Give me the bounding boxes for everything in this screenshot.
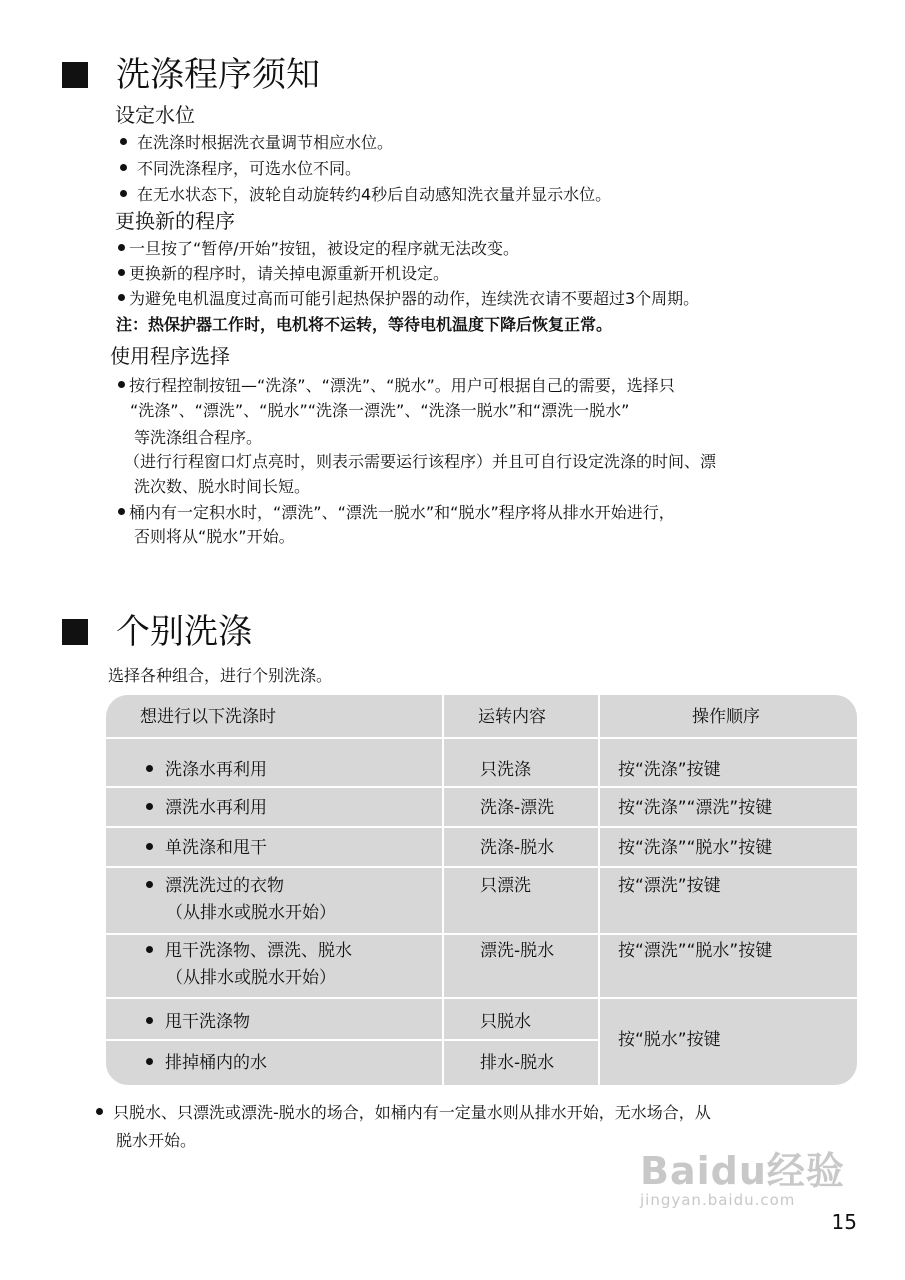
table-row-item: 甩干洗涤物、漂洗、脱水 <box>146 938 352 964</box>
table-merged-operation: 按“脱水”按键 <box>618 1030 721 1050</box>
table-row-item: 漂洗洗过的衣物 <box>146 873 284 899</box>
paragraph-line: 洗次数、脱水时间长短。 <box>134 477 311 496</box>
heading-change-program: 更换新的程序 <box>115 209 235 233</box>
list-item: 更换新的程序时，请关掉电源重新开机设定。 <box>118 262 449 286</box>
table-row-content: 洗涤-漂洗 <box>480 798 555 818</box>
table-header-operation: 操作顺序 <box>692 707 760 727</box>
table-row-content: 洗涤-脱水 <box>480 838 555 858</box>
watermark-url: jingyan.baidu.com <box>640 1191 796 1209</box>
bullet-icon <box>146 803 153 810</box>
table-row-content: 漂洗-脱水 <box>480 941 555 961</box>
table-row-content: 只洗涤 <box>480 760 531 780</box>
paragraph-line: 等洗涤组合程序。 <box>134 428 263 447</box>
heading-use-program: 使用程序选择 <box>110 344 230 368</box>
black-square-icon <box>62 619 88 645</box>
paragraph-line: “洗涤”、“漂洗”、“脱水”“洗涤一漂洗”、“洗涤一脱水”和“漂洗一脱水” <box>130 401 630 420</box>
baidu-logo: Baidu经验 <box>640 1149 845 1193</box>
table-row-item-note: （从排水或脱水开始） <box>166 903 336 923</box>
list-item: 一旦按了“暂停/开始”按钮，被设定的程序就无法改变。 <box>118 237 519 261</box>
bullet-icon <box>146 881 153 888</box>
table-row-item: 洗涤水再利用 <box>146 757 267 783</box>
table-row-operation: 按“漂洗”按键 <box>618 876 721 896</box>
paragraph-line: 按行程控制按钮—“洗涤”、“漂洗”、“脱水”。用户可根据自己的需要，选择只 <box>118 374 675 398</box>
section-title-washing-notes <box>62 55 320 95</box>
table-row-item: 漂洗水再利用 <box>146 795 267 821</box>
list-item: 不同洗涤程序，可选水位不同。 <box>120 157 361 181</box>
paragraph-line: 否则将从“脱水”开始。 <box>134 527 295 546</box>
black-square-icon <box>62 62 88 88</box>
table-row-content: 只漂洗 <box>480 876 531 896</box>
paragraph-line: 桶内有一定积水时，“漂洗”、“漂洗一脱水”和“脱水”程序将从排水开始进行， <box>118 501 675 525</box>
table-row-operation: 按“洗涤”“脱水”按键 <box>618 838 773 858</box>
list-item: 在洗涤时根据洗衣量调节相应水位。 <box>120 131 393 155</box>
table-footnote: 只脱水、只漂洗或漂洗-脱水的场合，如桶内有一定量水则从排水开始，无水场合，从 脱水开始。 <box>96 1099 711 1155</box>
bullet-icon <box>96 1108 103 1115</box>
table-row-content: 只脱水 <box>480 1012 531 1032</box>
bullet-icon <box>120 190 127 197</box>
bullet-icon <box>118 381 125 388</box>
list-item: 为避免电机温度过高而可能引起热保护器的动作，连续洗衣请不要超过3个周期。 <box>118 287 699 311</box>
bullet-icon <box>118 508 125 515</box>
washing-combination-table <box>106 695 857 1085</box>
table-row-operation: 按“洗涤”按键 <box>618 760 721 780</box>
table-row-operation: 按“漂洗”“脱水”按键 <box>618 941 773 961</box>
section-title-text: 个别洗涤 <box>116 612 252 652</box>
bullet-icon <box>120 138 127 145</box>
list-item: 在无水状态下，波轮自动旋转约4秒后自动感知洗衣量并显示水位。 <box>120 183 611 207</box>
baidu-watermark <box>640 1140 845 1209</box>
section-title-individual-washing <box>62 612 252 652</box>
bullet-icon <box>120 164 127 171</box>
table-row-item: 甩干洗涤物 <box>146 1009 250 1035</box>
heading-water-level: 设定水位 <box>115 103 195 127</box>
bullet-icon <box>118 244 125 251</box>
table-row-content: 排水-脱水 <box>480 1053 555 1073</box>
table-row-item: 排掉桶内的水 <box>146 1050 267 1076</box>
bullet-icon <box>146 946 153 953</box>
table-row-item: 单洗涤和甩干 <box>146 835 267 861</box>
paragraph-line: （进行行程窗口灯点亮时，则表示需要运行该程序）并且可自行设定洗涤的时间、漂 <box>124 452 717 471</box>
table-header-item: 想进行以下洗涤时 <box>140 707 276 727</box>
bullet-icon <box>118 269 125 276</box>
bullet-icon <box>146 1017 153 1024</box>
bullet-icon <box>146 1058 153 1065</box>
bullet-icon <box>146 765 153 772</box>
table-row-item-note: （从排水或脱水开始） <box>166 968 336 988</box>
table-row-operation: 按“洗涤”“漂洗”按键 <box>618 798 773 818</box>
bullet-icon <box>118 294 125 301</box>
section-intro: 选择各种组合，进行个别洗涤。 <box>108 666 333 685</box>
table-header-content: 运转内容 <box>478 707 546 727</box>
section-title-text: 洗涤程序须知 <box>116 55 320 95</box>
bullet-icon <box>146 843 153 850</box>
page-number: 15 <box>831 1210 857 1234</box>
note-thermal-protector: 注：热保护器工作时，电机将不运转，等待电机温度下降后恢复正常。 <box>116 315 613 334</box>
